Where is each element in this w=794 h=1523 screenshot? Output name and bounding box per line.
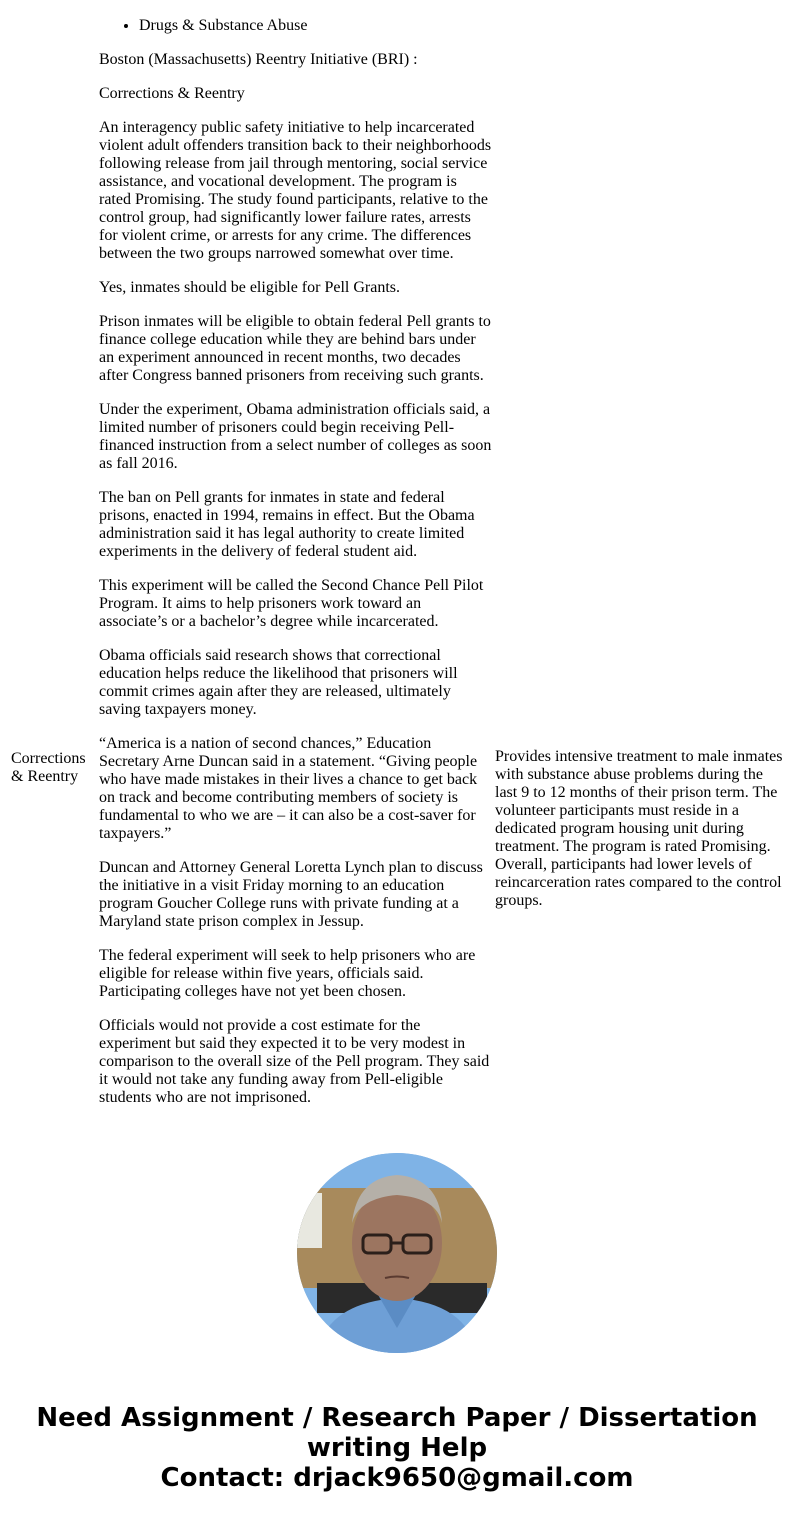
row-category-label: Corrections & Reentry (11, 750, 86, 785)
promo-contact: Contact: drjack9650@gmail.com (160, 1463, 634, 1493)
promo-line: writing Help (306, 1433, 488, 1463)
paragraph: An interagency public safety initiative to help incarcerated violent adult offenders transition back to their neighborhoods following release from jail through mentoring, social service assistance, and vocational development. The program is rated Promising. The study found participants, relative to the control group, had significantly lower failure rates, arrests for violent crime, or arrests for any crime. The differences between the two groups narrowed somewhat over time. (99, 119, 492, 262)
paragraph: “America is a nation of second chances,” Education Secretary Arne Duncan said in a statement. “Giving people who have made mistakes in their lives a chance to get back on track and become contributing members of society is fundamental to who we are – it can also be a cost-saver for taxpayers.” (99, 735, 478, 842)
topic-list (99, 17, 307, 35)
paragraph: Obama officials said research shows that correctional education helps reduce the likelihood that prisoners will commit crimes again after they are released, ultimately saving taxpayers money. (99, 647, 458, 718)
paragraph: Yes, inmates should be eligible for Pell Grants. (99, 279, 401, 296)
portrait-image (297, 1153, 497, 1353)
promo-line: Need Assignment / Research Paper / Dissertation (36, 1403, 758, 1433)
paragraph: Officials would not provide a cost estimate for the experiment but said they expected it to be very modest in comparison to the overall size of the Pell program. They said it would not take any funding away from Pell-eligible students who are not imprisoned. (99, 1017, 490, 1106)
program-description: Provides intensive treatment to male inmates with substance abuse problems during the last 9 to 12 months of their prison term. The volunteer participants must reside in a dedicated program housing unit during treatment. The program is rated Promising. Overall, participants had lower levels of reincarceration rates compared to the control groups. (495, 748, 783, 909)
author-avatar (297, 1153, 497, 1353)
program-content (99, 51, 492, 1123)
promo-banner (0, 1403, 794, 1493)
paragraph: Under the experiment, Obama administration officials said, a limited number of prisoners could begin receiving Pell-financed instruction from a select number of colleges as soon as fall 2016. (99, 401, 492, 472)
list-item: • Drugs & Substance Abuse (139, 17, 307, 35)
program-category: Corrections & Reentry (99, 85, 245, 102)
program-title: Boston (Massachusetts) Reentry Initiative (BRI) : (99, 51, 418, 68)
paragraph: The ban on Pell grants for inmates in state and federal prisons, enacted in 1994, remains in effect. But the Obama administration said it has legal authority to create limited experiments in the delivery of federal student aid. (99, 489, 475, 560)
paragraph: This experiment will be called the Second Chance Pell Pilot Program. It aims to help prisoners work toward an associate’s or a bachelor’s degree while incarcerated. (99, 577, 484, 630)
paragraph: Duncan and Attorney General Loretta Lynch plan to discuss the initiative in a visit Friday morning to an education program Goucher College runs with private funding at a Maryland state prison complex in Jessup. (99, 859, 483, 930)
paragraph: Prison inmates will be eligible to obtain federal Pell grants to finance college education while they are behind bars under an experiment announced in recent months, two decades after Congress banned prisoners from receiving such grants. (99, 313, 491, 384)
paragraph: The federal experiment will seek to help prisoners who are eligible for release within five years, officials said. Participating colleges have not yet been chosen. (99, 947, 476, 1000)
